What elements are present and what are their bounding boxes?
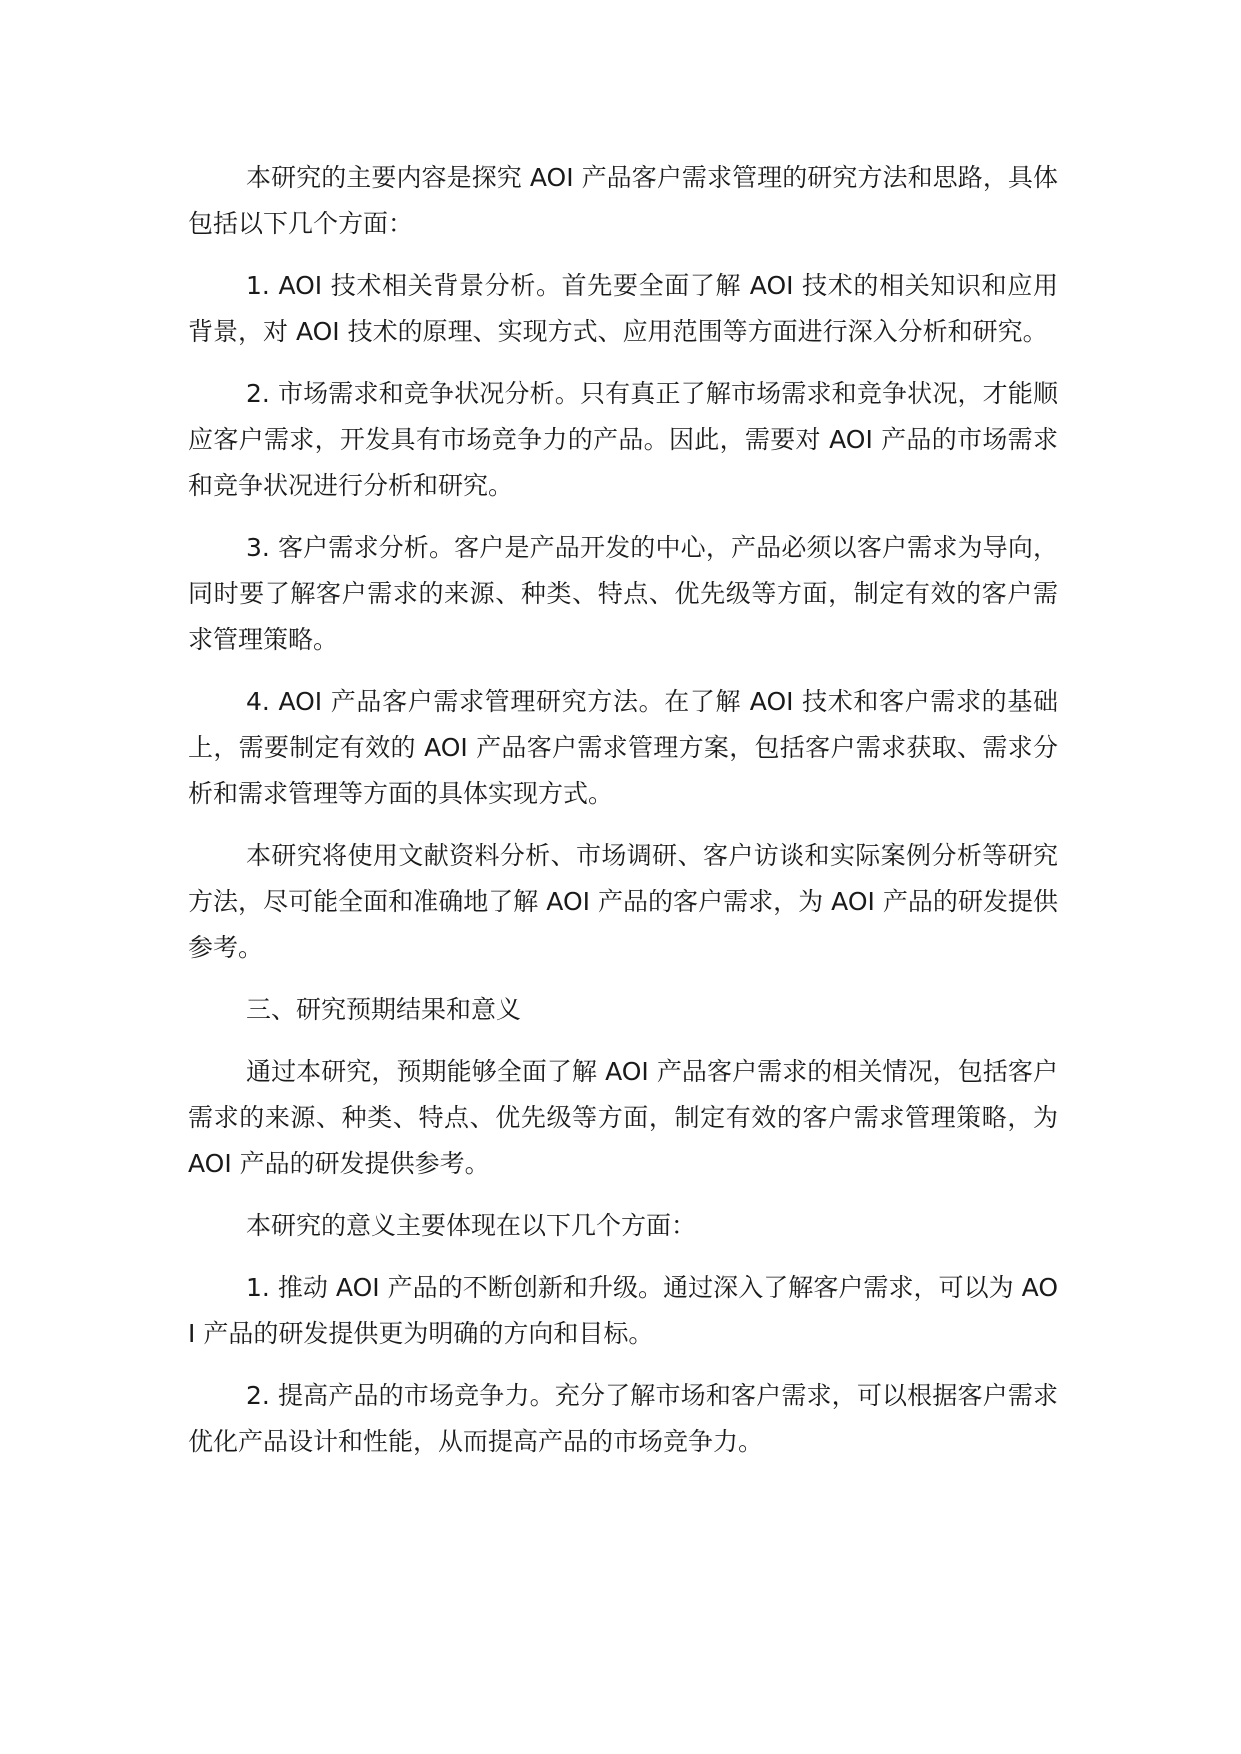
paragraph-intro: 本研究的主要内容是探究 AOI 产品客户需求管理的研究方法和思路，具体包括以下几个方面： [188, 163, 1058, 238]
paragraph-significance-2: 2. 提高产品的市场竞争力。充分了解市场和客户需求，可以根据客户需求优化产品设计和性能，从而提高产品的市场竞争力。 [188, 1381, 1058, 1456]
paragraph-research-methods: 本研究将使用文献资料分析、市场调研、客户访谈和实际案例分析等研究方法，尽可能全面和准确地了解 AOI 产品的客户需求，为 AOI 产品的研发提供参考。 [188, 841, 1058, 962]
paragraph-item-4-research-method: 4. AOI 产品客户需求管理研究方法。在了解 AOI 技术和客户需求的基础上，需要制定有效的 AOI 产品客户需求管理方案，包括客户需求获取、需求分析和需求管理等方面的具体实现方式。 [188, 687, 1058, 808]
paragraph-item-2-market-analysis: 2. 市场需求和竞争状况分析。只有真正了解市场需求和竞争状况，才能顺应客户需求，开发具有市场竞争力的产品。因此，需要对 AOI 产品的市场需求和竞争状况进行分析和研究。 [188, 379, 1058, 500]
section-heading-expected-results: 三、研究预期结果和意义 [246, 995, 522, 1024]
paragraph-item-3-customer-needs: 3. 客户需求分析。客户是产品开发的中心，产品必须以客户需求为导向，同时要了解客户需求的来源、种类、特点、优先级等方面，制定有效的客户需求管理策略。 [188, 533, 1058, 654]
paragraph-significance-intro: 本研究的意义主要体现在以下几个方面： [246, 1211, 697, 1240]
paragraph-item-1-aoi-background: 1. AOI 技术相关背景分析。首先要全面了解 AOI 技术的相关知识和应用背景，对 AOI 技术的原理、实现方式、应用范围等方面进行深入分析和研究。 [188, 271, 1058, 346]
paragraph-significance-1: 1. 推动 AOI 产品的不断创新和升级。通过深入了解客户需求，可以为 AOI 产品的研发提供更为明确的方向和目标。 [188, 1273, 1058, 1348]
document-body [188, 155, 1058, 1481]
paragraph-expected-results: 通过本研究，预期能够全面了解 AOI 产品客户需求的相关情况，包括客户需求的来源、种类、特点、优先级等方面，制定有效的客户需求管理策略，为 AOI 产品的研发提供参考。 [188, 1057, 1058, 1178]
